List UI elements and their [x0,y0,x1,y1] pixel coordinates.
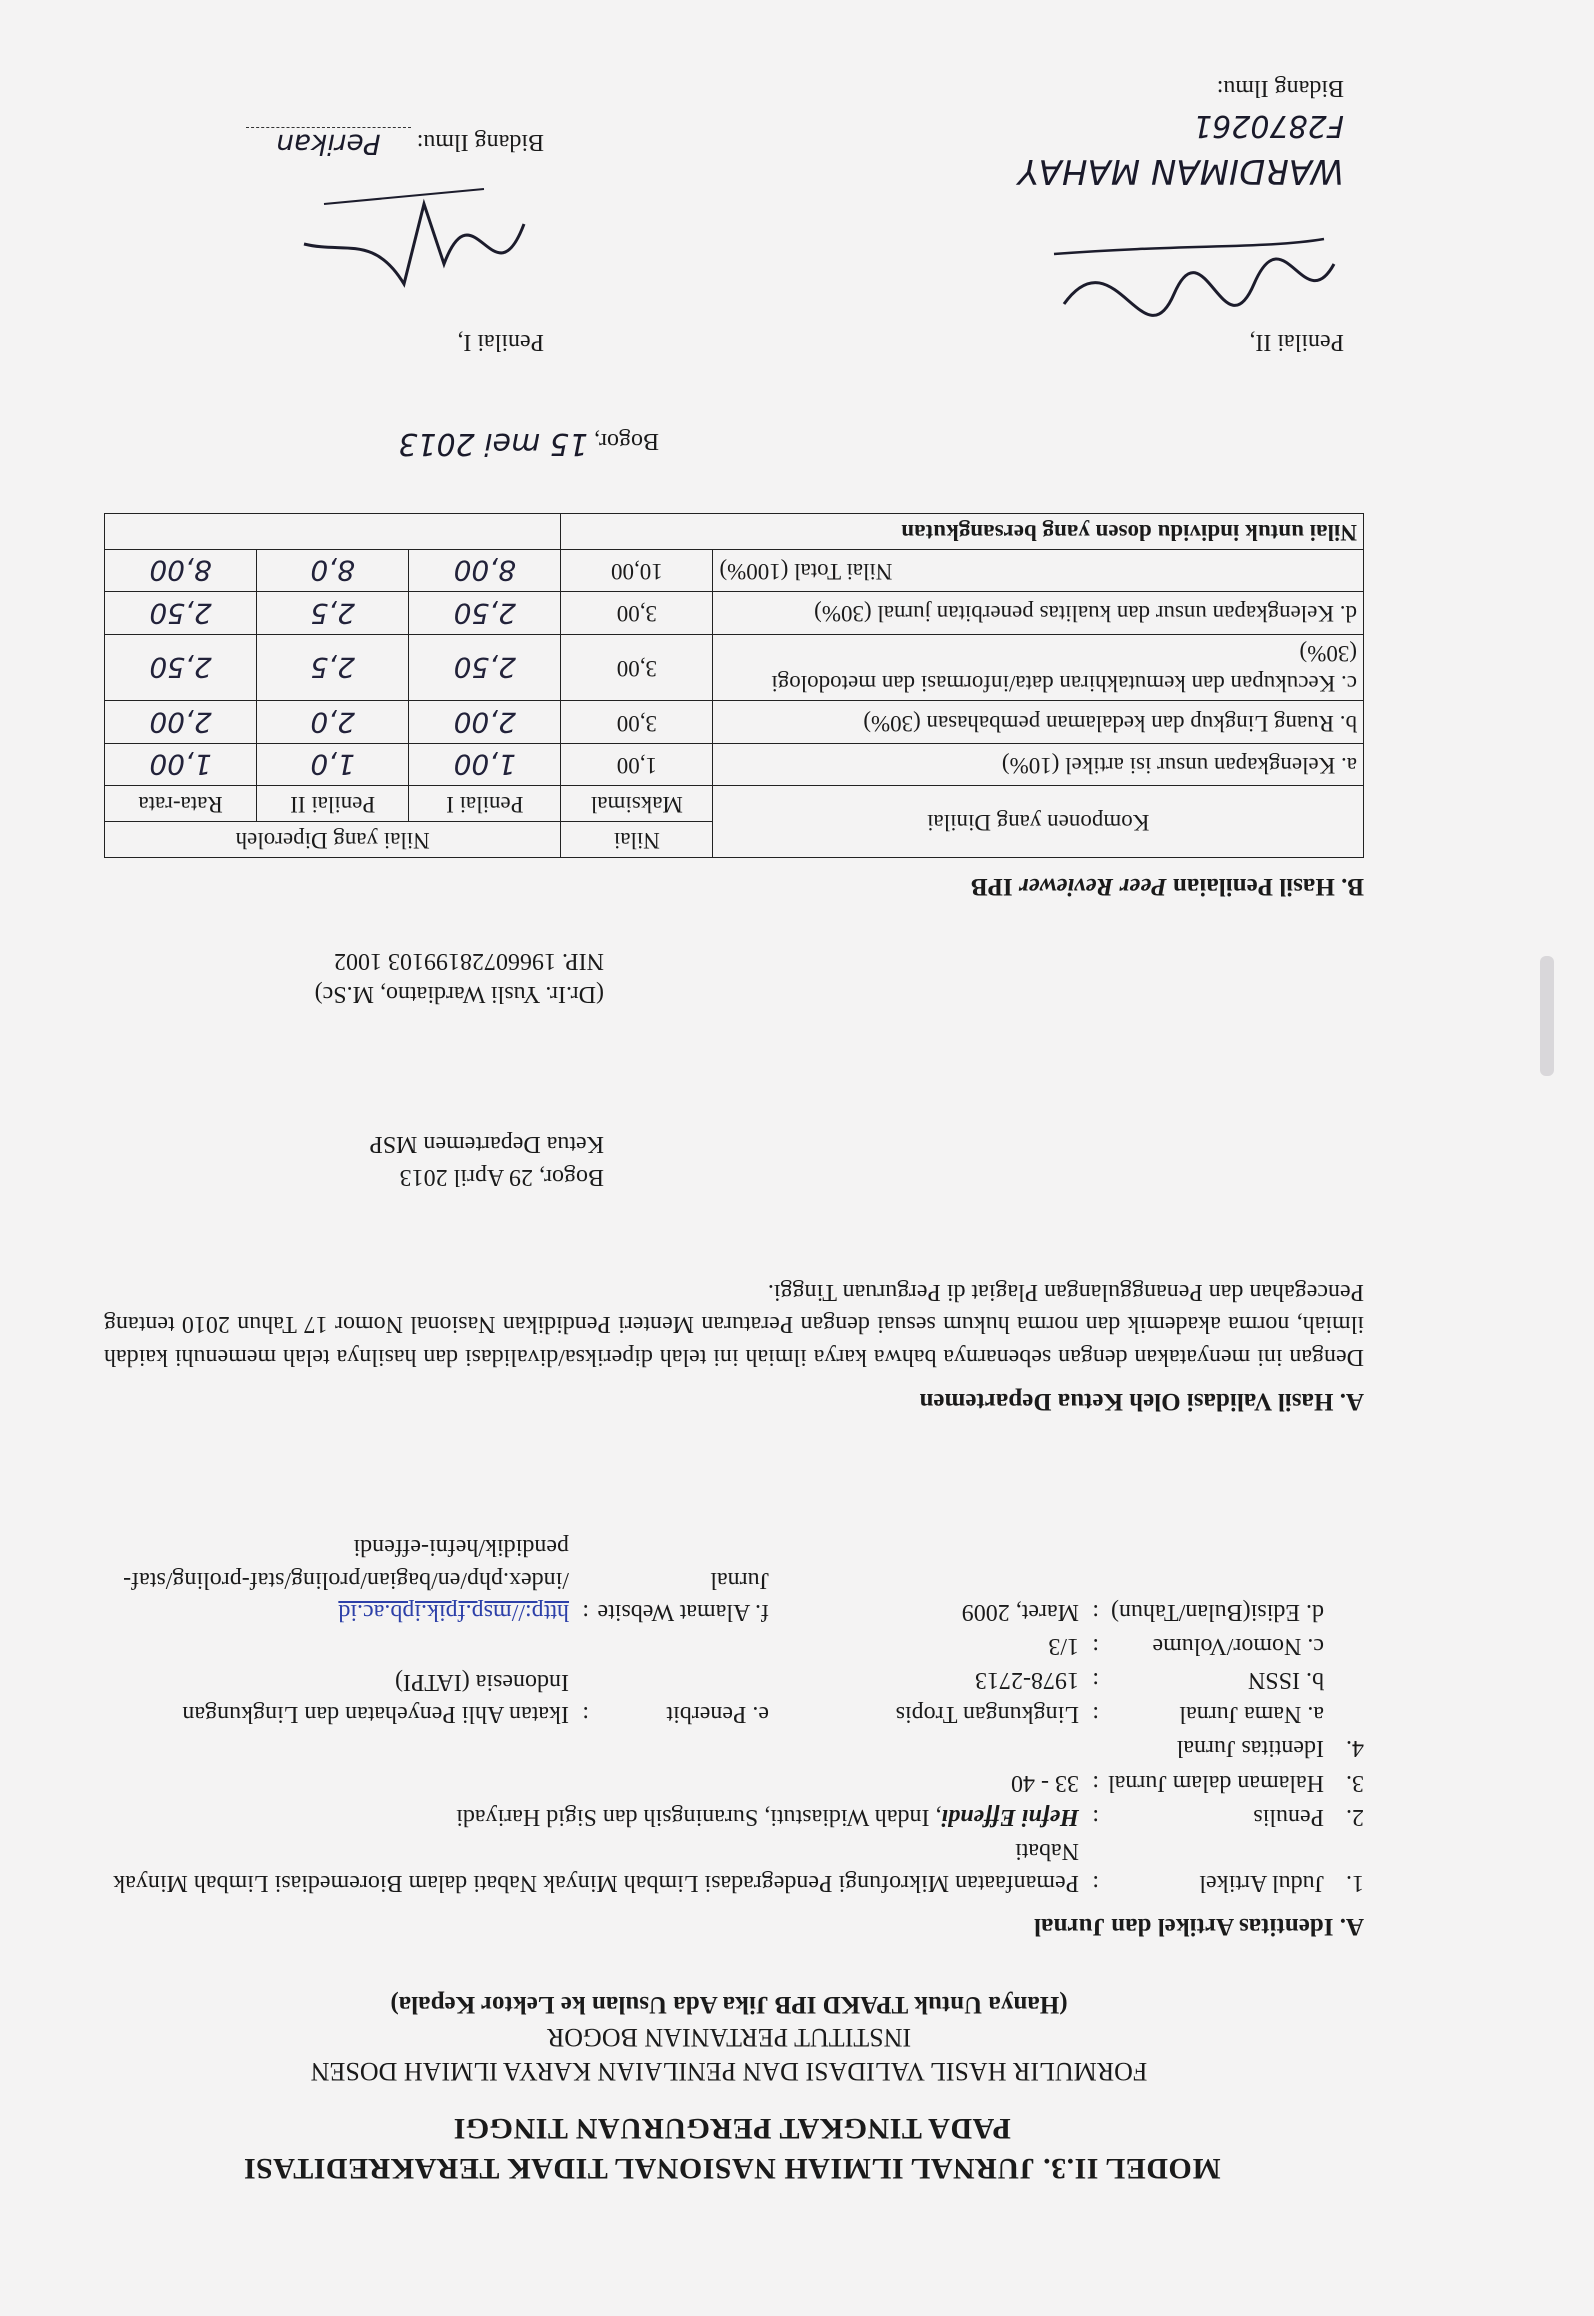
reviewer-1-label: Penilai I, [457,329,544,355]
component-label: d. Kelengkapan unsur dan kualitas penerbitan jurnal (30%) [713,592,1364,635]
website-path: /index.php/en/bagian/proling/staf-proling/staf-pendidik/hefni-effendi [123,1534,569,1593]
issn-value: 1978-2713 [975,1667,1079,1694]
score-row [105,743,1364,786]
identity-row-author [104,1800,1364,1834]
identity-row-pages [104,1765,1364,1799]
form-title-line1: FORMULIR HASIL VALIDASI DAN PENILAIAN KARYA ILMIAH DOSEN [310,2057,1148,2086]
identity-row-title [104,1834,1364,1900]
pages-value: 33 - 40 [1011,1769,1079,1796]
journal-row-3 [104,1629,1364,1663]
header-reviewer-1: Penilai I [409,786,561,822]
average-score: 2,50 [105,634,257,701]
colon: : [1092,1632,1099,1659]
total-reviewer-2: 8,0 [257,549,409,592]
total-label: Nilai Total (100%) [713,549,1364,592]
reviewer-2-score: 1,0 [257,743,409,786]
volume-label: c. Nomor/Volume [1152,1632,1324,1659]
author-value [104,1800,1079,1834]
average-score: 1,00 [105,743,257,786]
colon: : [1092,1667,1099,1694]
edition-value: Maret, 2009 [961,1598,1079,1625]
component-label: a. Kelengkapan unsur isi artikel (10%) [713,743,1364,786]
reviewer-2-score: 2,5 [257,592,409,635]
journal-name-value: Lingkungan Tropis [895,1701,1079,1728]
max-score: 3,00 [561,701,713,744]
model-title-line2: PADA TINGKAT PERGURUAN TINGGI [453,2111,1011,2145]
volume-value: 1/3 [1048,1632,1079,1659]
department-head-signature-space [144,1010,604,1128]
item-label: Penulis [1253,1803,1324,1830]
department-head-name: (Dr.Ir. Yusli Wardiatno, M.Sc) [314,980,604,1007]
reviewer-2-signature [1044,204,1344,324]
form-title-line2: INSTITUT PERTANIAN BOGOR [546,2023,912,2053]
main-author: Hefni Effendi [941,1803,1079,1830]
score-row [105,592,1364,635]
reviewer-2-name: WARDIMAN MAHAY [1017,150,1344,191]
item-number: 1. [1346,1870,1364,1896]
item-number: 3. [1346,1769,1364,1796]
header-obtained: Nilai yang Diperoleh [105,822,561,858]
journal-name-label: a. Nama Jurnal [1179,1701,1324,1728]
colon: : [1092,1769,1099,1796]
colon: : [1092,1598,1099,1625]
website-value [104,1530,569,1628]
co-authors: , Indah Widiastuti, Suraningsih dan Sigid Hariyadi [456,1803,942,1830]
section-a-heading: A. Identitas Artikel dan Jurnal [1034,1913,1364,1940]
publisher-value: Ikatan Ahli Penyehatan dan Lingkungan Indonesia (IATPI) [182,1669,569,1728]
colon: : [1092,1803,1099,1830]
department-head-signature-block [144,945,604,1194]
item-label: Judul Artikel [1199,1870,1324,1896]
reviewer-1-field: Bidang Ilmu: Perikan [124,124,544,164]
individual-score-label: Nilai untuk individu dosen yang bersangkutan [561,513,1364,549]
scan-blot [1540,956,1554,1076]
article-title-value: Pemanfaatan Mikrofungi Pendegradasi Limbah Minyak Nabati dalam Bioremediasi Limbah Minyak Nabati [113,1837,1079,1896]
journal-row-1 [104,1697,1364,1731]
reviewer-2-score: 2,5 [257,634,409,701]
total-reviewer-1: 8,00 [409,549,561,592]
header-component: Komponen yang Dinilai [713,786,1364,858]
header-max: Maksimal [561,786,713,822]
header-nilai: Nilai [561,822,713,858]
issn-label: b. ISSN [1247,1667,1324,1694]
colon: : [582,1598,589,1625]
department-head-role: Ketua Departemen MSP [369,1131,604,1158]
model-title [142,2108,1322,2188]
form-title [154,1988,1304,2088]
edition-label: d. Edisi(Bulan/Tahun) [1111,1598,1324,1625]
item-label: Halaman dalam Jurnal [1108,1769,1324,1796]
reviewer-2-block [824,71,1344,358]
review-date-line: Bogor, 15 mei 2013 [398,426,659,461]
score-row [105,701,1364,744]
journal-row-4 [104,1530,1364,1628]
reviewer-1-signature [284,174,544,324]
publisher-label: e. Penerbit [666,1701,769,1728]
item-number: 4. [1346,1735,1364,1762]
validation-heading: A. Hasil Validasi Oleh Ketua Departemen [919,1388,1364,1415]
model-title-line1: MODEL II.3. JURNAL ILMIAH NASIONAL TIDAK TERAKREDITASI [243,2152,1221,2185]
average-score: 2,50 [105,592,257,635]
identity-table [104,1530,1364,1900]
validation-date: Bogor, 29 April 2013 [399,1164,604,1190]
department-head-nip: NIP. 19660728199103 1002 [333,948,604,975]
colon: : [1092,1870,1099,1896]
colon: : [1092,1701,1099,1728]
validation-text: Dengan ini menyatakan dengan sebenarnya bahwa karya ilmiah ini telah diperiksa/divalidasi dan hasilnya telah memenuhi kaidah ilmiah, norma akademik dan norma hukum sesuai dengan Peraturan Menteri Pendidikan Nasional Nomor 17 Tahun 2010 tentang Pencegahan dan Penanggulangan Plagiat di Perguruan Tinggi. [104,1278,1364,1370]
component-label: b. Ruang Lingkup dan kedalaman pembahasan (30%) [713,701,1364,744]
max-score: 3,00 [561,592,713,635]
reviewer-1-score: 2,00 [409,701,561,744]
website-link[interactable]: http://msp.fpik.ipb.ac.id [338,1598,569,1625]
reviewer-1-score: 2,50 [409,634,561,701]
reviewer-1-block [124,124,544,358]
reviewer-2-field-label: Bidang Ilmu: [1216,75,1344,102]
website-label: f. Alamat Website Jurnal [597,1566,769,1625]
total-average: 8,00 [105,549,257,592]
score-row [105,634,1364,701]
score-table [104,513,1364,858]
reviewer-2-score: 2,0 [257,701,409,744]
reviewer-2-nip: F2870261 [1193,108,1344,144]
colon: : [582,1701,589,1728]
score-total-row [105,549,1364,592]
max-score: 1,00 [561,743,713,786]
identity-row-journal [104,1731,1364,1765]
reviewer-2-label: Penilai II, [1249,329,1344,355]
reviewer-1-score: 2,50 [409,592,561,635]
score-footer-row [105,513,1364,549]
max-score: 3,00 [561,634,713,701]
reviewer-1-score: 1,00 [409,743,561,786]
header-reviewer-2: Penilai II [257,786,409,822]
average-score: 2,00 [105,701,257,744]
section-b-heading: B. Hasil Penilaian Peer Reviewer IPB [970,873,1364,900]
item-label: Identitas Jurnal [1176,1735,1324,1762]
component-label: c. Kecukupan dan kemutakhiran data/informasi dan metodologi (30%) [713,634,1364,701]
header-average: Rata-rata [105,786,257,822]
score-header-row-1 [105,822,1364,858]
form-title-note: (Hanya Untuk TPAKD IPB Jika Ada Usulan ke Lektor Kepala) [390,1991,1068,2019]
total-max: 10,00 [561,549,713,592]
item-number: 2. [1346,1803,1364,1830]
review-date-handwritten: 15 mei 2013 [398,426,588,461]
reviewer-1-field-value: Perikan [246,127,411,161]
